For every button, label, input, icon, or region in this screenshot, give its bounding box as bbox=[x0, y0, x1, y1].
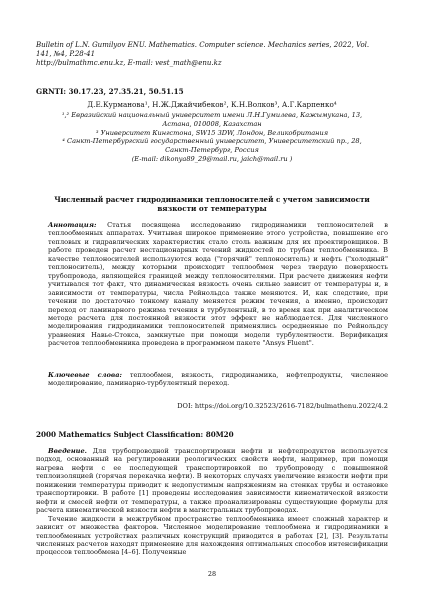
title-line-1: Численный расчет гидродинамики теплоносителей с учетом зависимости bbox=[54, 195, 370, 204]
author-list: Д.Е.Курманова¹, Н.Ж.Джайчибеков², К.Н.Волков³, А.Г.Карпенко⁴ bbox=[87, 100, 337, 109]
journal-ref-line-1: Bulletin of L.N. Gumilyov ENU. Mathematics. Computer science. Mechanics series, 2022, Vol. bbox=[36, 41, 370, 49]
page-number: 28 bbox=[207, 570, 217, 578]
intro-paragraph-1 bbox=[36, 447, 388, 515]
title-line-2: вязкости от температуры bbox=[157, 204, 267, 213]
affiliation-line: Санкт-Петербург, Россия bbox=[165, 146, 259, 155]
intro-label: Введение. bbox=[48, 447, 87, 455]
affiliation-line: Астана, 010008, Казахстан bbox=[162, 119, 262, 128]
abstract-text: Статья посвящена исследованию гидродинамики теплоносителей в теплообменных аппаратах. Учитывая широкое применение этого устройства, повышение его тепловых и гидравлических характеристик стало столь важным для их проектировщиков. В работе проведен расчет нестационарных течений жидкостей по трубам теплообменника. В качестве теплоносителей используются вода ("горячий" теплоноситель) и нефть ("холодный" теплоноситель), между которыми происходит теплообмен через твердую поверхность трубопровода, являющейся границей между теплоносителями. При расчете движения нефти учитывался тот факт, что динамическая вязкость очень сильно зависит от температуры и, в зависимости от температуры, числа Рейнольдса также меняются. И, как следствие, при течении по достаточно тонкому каналу меняется режим течения, а именно, происходит переход от ламинарного режима течения в турбулентный, в то время как при аналитическом методе расчета для постоянной вязкости этот эффект не наблюдается. Для численного моделирования гидродинамики теплоносителей применялись осредненные по Рейнольдсу уравнения Навье-Стокса, замкнутые при помощи модели турбулентности. Верификация расчетов теплообменника проведена в программном пакете "Ansys Fluent". bbox=[48, 221, 388, 348]
paper-title bbox=[36, 195, 388, 213]
journal-reference bbox=[36, 41, 388, 68]
journal-ref-line-3: http://bulmathmc.enu.kz, E-mail: vest_math@enu.kz bbox=[36, 59, 222, 67]
affiliations bbox=[36, 111, 388, 164]
affiliation-line: ³ Университет Кингстона, SW15 3DW, Лондон, Великобритания bbox=[95, 128, 329, 137]
journal-ref-line-2: 141, №4, P.28-41 bbox=[36, 50, 96, 58]
intro-paragraph-2: Течение жидкости в межтрубном пространстве теплообменника имеет сложный характер и зависит от множества факторов. Численное моделирование теплообмена и гидродинамики в теплообменных устройствах различных конструкций приводится в работах [2], [3]. Результаты численных расчетов находят применение для нахождения оптимальных способов интенсификации процессов теплообмена [4–6]. Полученные bbox=[36, 514, 388, 557]
keywords-text: теплообмен, вязкость, гидродинамика, нефтепродукты, численное моделирование, ламинарно-турбулентный переход. bbox=[48, 371, 388, 388]
keywords bbox=[48, 371, 388, 388]
intro-text-1: Для трубопроводной транспортировки нефти и нефтепродуктов используется подход, основанный на регулировании реологических свойств нефти, например, при помощи нагрева нефти с ее последующей транспортировкой по трубопроводу с повышенной теплоизоляцией (горячая перекачка нефти). В некоторых случаях увеличение вязкости нефти при понижении температуры приводит к недопустимым напряжениям на стенках трубы и остановке транспортировки. В работе [1] проведены исследования зависимости кинематической вязкости нефти и смесей нефти от температуры, а также проанализированы существующие формулы для расчета кинематической вязкости нефти в магистральных трубопроводах. bbox=[36, 447, 388, 515]
msc-classification: 2000 Mathematics Subject Classification: 80M20 bbox=[36, 430, 234, 439]
affiliation-line: ⁴ Санкт-Петербургский государственный университет, Университетский пр., 28, bbox=[62, 137, 362, 146]
keywords-label: Ключевые слова: bbox=[48, 371, 122, 379]
grnti-codes: GRNTI: 30.17.23, 27.35.21, 50.51.15 bbox=[36, 87, 184, 96]
introduction bbox=[36, 447, 388, 557]
affiliation-email: (E-mail: dikonya89_29@mail.ru, jaich@mail.ru ) bbox=[131, 154, 293, 163]
abstract bbox=[48, 221, 388, 348]
affiliation-line: ¹,² Евразийский национальный университет имени Л.Н.Гумилева, Кажымукана, 13, bbox=[61, 111, 363, 119]
abstract-label: Аннотация: bbox=[48, 221, 97, 229]
doi-link[interactable]: DOI: https://doi.org/10.32523/2616-7182/bulmathenu.2022/4.2 bbox=[177, 402, 388, 410]
